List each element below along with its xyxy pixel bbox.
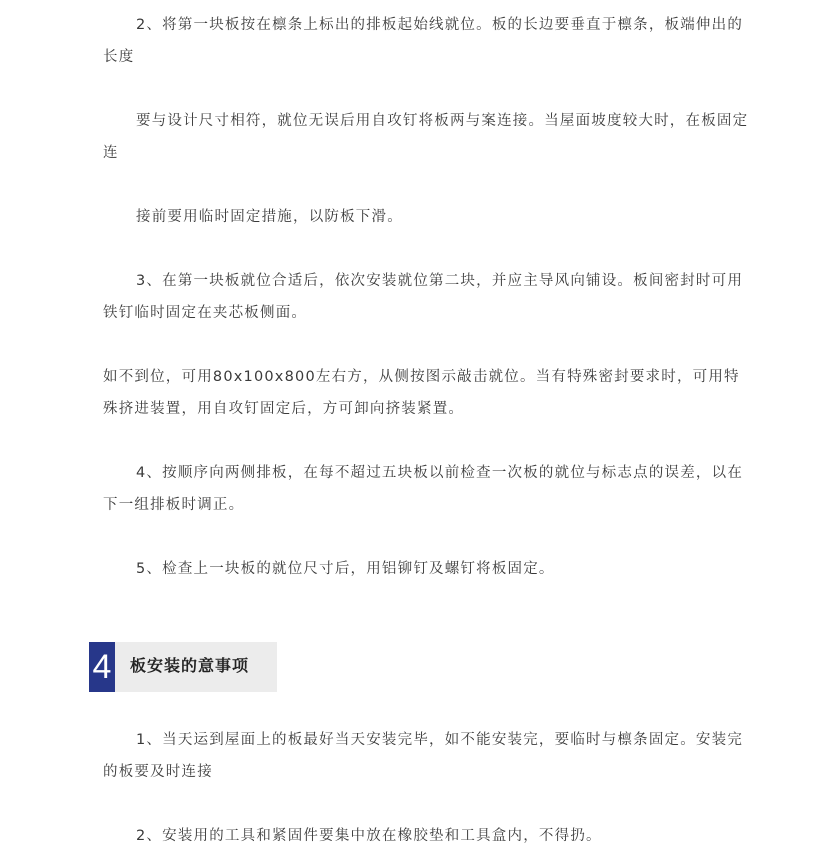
paragraph-step-3: 3、在第一块板就位合适后，依次安装就位第二块，并应主导风向铺设。板间密封时可用铁钉临时固定在夹芯板侧面。 <box>103 273 744 321</box>
paragraph-note-1: 1、当天运到屋面上的板最好当天安装完毕，如不能安装完，要临时与檩条固定。安装完的板要及时连接 <box>103 732 744 780</box>
paragraph-note-2: 2、安装用的工具和紧固件要集中放在橡胶垫和工具盒内，不得扔。 <box>136 828 602 844</box>
section-title: 板安装的意事项 <box>130 656 250 675</box>
paragraph-step-4: 4、按顺序向两侧排板，在每不超过五块板以前检查一次板的就位与标志点的误差，以在下一组排板时调正。 <box>103 465 744 513</box>
paragraph-step-2: 2、将第一块板按在檩条上标出的排板起始线就位。板的长边要垂直于檩条，板端伸出的长度 <box>103 17 744 65</box>
paragraph-step-2-continued: 要与设计尺寸相符，就位无误后用自攻钉将板两与案连接。当屋面坡度较大时，在板固定连 <box>103 113 749 161</box>
section-number-badge: 4 <box>89 642 115 692</box>
section-header <box>89 642 277 692</box>
paragraph-step-2-end: 接前要用临时固定措施，以防板下滑。 <box>136 209 403 225</box>
paragraph-step-3-continued: 如不到位，可用80x100x800左右方，从侧按图示敲击就位。当有特殊密封要求时，可用特殊挤进装置，用自攻钉固定后，方可卸向挤装紧置。 <box>103 369 740 417</box>
paragraph-step-5: 5、检查上一块板的就位尺寸后，用铝铆钉及螺钉将板固定。 <box>136 561 555 577</box>
